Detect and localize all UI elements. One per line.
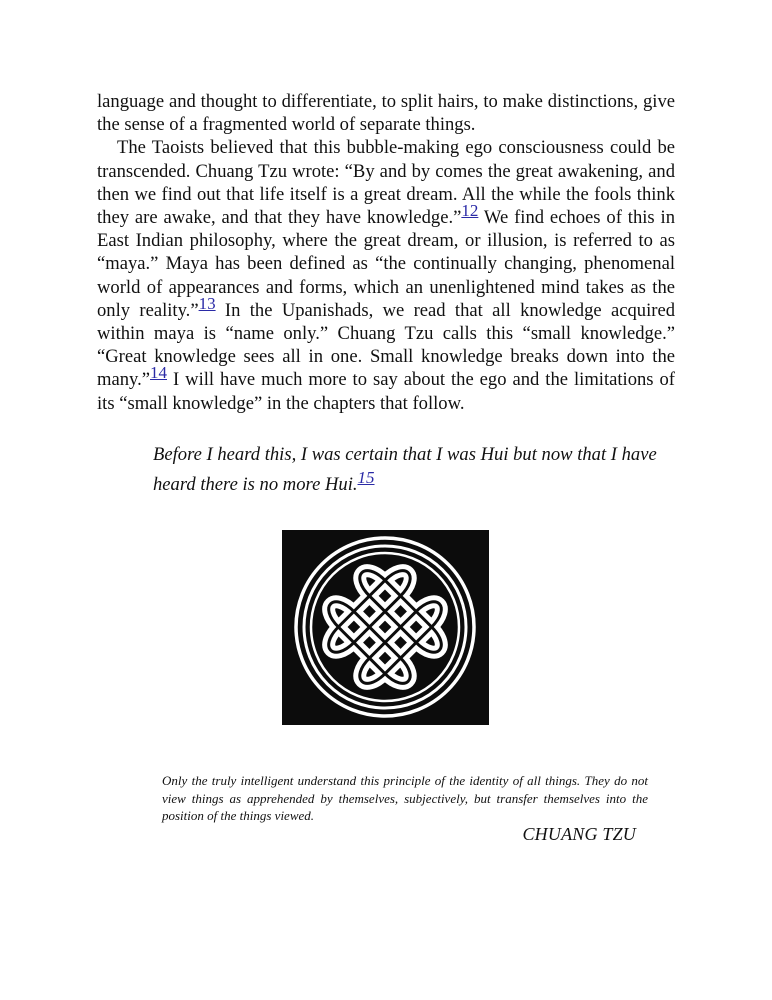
- block-quote: [153, 440, 675, 500]
- block-quote-text-wrap: [153, 440, 675, 500]
- paragraph-2-part-4: I will have much more to say about the ego and the limitations of its “small knowledge” in the chapters that follow.: [97, 369, 675, 414]
- footnote-link-12[interactable]: 12: [461, 201, 479, 221]
- endless-knot-emblem-svg: [282, 530, 489, 725]
- epigraph: [162, 772, 648, 825]
- paragraph-2-part-3: In the Upanishads, we read that all knowledge acquired within maya is “name only.” Chuang Tzu calls this “small knowledge.” “Great knowledge sees all in one. Small knowledge breaks down into the many.”: [97, 299, 676, 391]
- endless-knot-icon: [282, 530, 489, 725]
- footnote-link-15[interactable]: 15: [357, 468, 375, 487]
- paragraph-2-part-2: We find echoes of this in East Indian philosophy, where the great dream, or illusion, is referred to as “maya.” Maya has been defined as “the continually changing, phenomenal world of appearances and forms, which an unenlightened mind takes as the only reality.”: [97, 207, 675, 321]
- footnote-link-13[interactable]: 13: [198, 293, 216, 313]
- paragraph-2: [97, 136, 675, 414]
- epigraph-text: Only the truly intelligent understand this principle of the identity of all things. They do not view things as apprehended by themselves, subjectively, but transfer themselves into the position of the things viewed.: [162, 773, 648, 823]
- paragraph-2-part-1: The Taoists believed that this bubble-making ego consciousness could be transcended. Chuang Tzu wrote: “By and by comes the great awakening, and then we find out that life itself is a great dream. All the while the fools think they are awake, and that they have knowledge.”: [97, 137, 675, 229]
- block-quote-text: Before I heard this, I was certain that I was Hui but now that I have heard there is no more Hui.: [153, 444, 657, 495]
- footnote-link-14[interactable]: 14: [150, 363, 168, 383]
- epigraph-attribution: CHUANG TZU: [522, 824, 636, 844]
- paragraph-1: language and thought to differentiate, to split hairs, to make distinctions, give the sense of a fragmented world of separate things.: [97, 91, 675, 136]
- body-text: [97, 90, 675, 415]
